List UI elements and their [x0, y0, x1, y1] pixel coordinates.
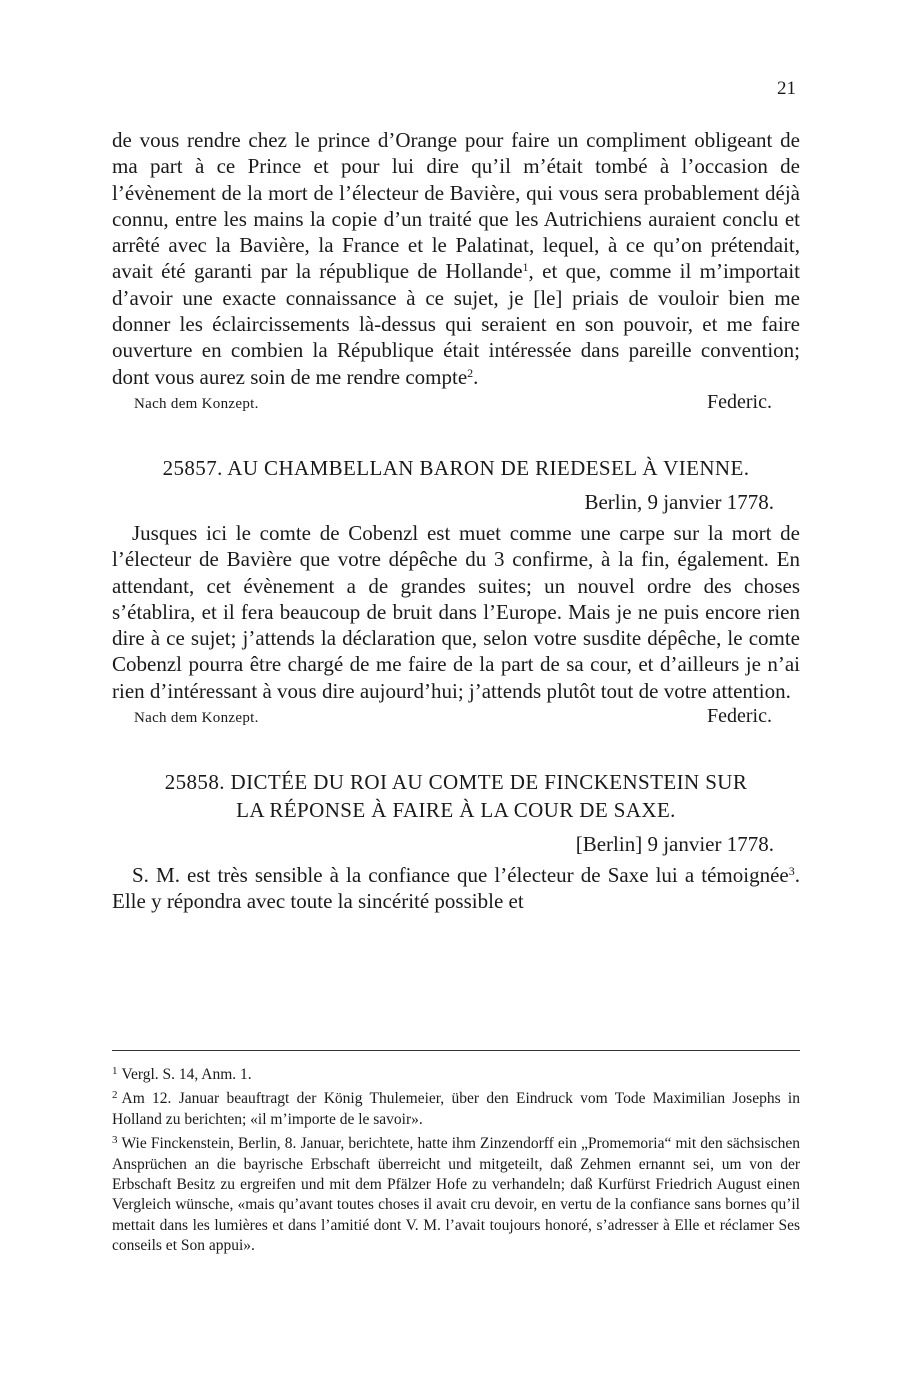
letter-closing — [112, 705, 800, 728]
signature: Federic. — [707, 705, 772, 728]
letter-heading: 25857. AU CHAMBELLAN BARON DE RIEDESEL À VIENNE. — [162, 455, 750, 480]
source-note: Nach dem Konzept. — [134, 710, 259, 727]
letter-heading — [112, 768, 800, 824]
main-text — [112, 127, 800, 915]
page-number: 21 — [777, 78, 796, 99]
letter-paragraph: Jusques ici le comte de Cobenzl est muet comme une carpe sur la mort de l’électeur de Bavière que votre dépêche du 3 confirme, à la fin, également. En attendant, cet évènement a de grandes suites; un nouvel ordre des choses s’établira, et il fera beaucoup de bruit dans l’Europe. Mais je ne puis encore rien dire à ce sujet; j’attends la déclaration que, selon votre susdite dépêche, le comte Cobenzl pourra être chargé de me faire de la part de sa cour, et d’ailleurs je n’ai rien d’intéressant à vous dire aujourd’hui; j’attends plutôt tout de votre attention. — [112, 520, 800, 703]
footnote-text: Am 12. Januar beauftragt der König Thulemeier, über den Eindruck vom Tode Maximilian Josephs in Holland zu berichten; «il m’importe de le savoir». — [112, 1090, 800, 1128]
footnote-text: Wie Finckenstein, Berlin, 8. Januar, berichtete, hatte ihm Zinzendorff ein „Promemoria“ mit den sächsischen Ansprüchen an die bayrische Erbschaft überreicht und mitgeteilt, daß Zehmen ernannt sei, um von der Erbschaft Besitz zu ergreifen und mit dem Pfälzer Hofe zu verhandeln; daß Kurfürst Friedrich August einen Vergleich wünsche, «mais qu’avant toutes choses il avait cru devoir, en vertu de la confiance sans bornes qu’il mettait dans les lumières et dans l’amitié dont V. M. l’avait toujours honoré, s’adresser à Elle et réclamer Ses conseils et Son appui». — [112, 1135, 800, 1255]
footnote-ref-2[interactable]: 2 — [467, 365, 474, 380]
signature: Federic. — [707, 390, 772, 413]
footnotes — [112, 1050, 800, 1257]
footnote-1 — [112, 1061, 800, 1085]
source-note: Nach dem Konzept. — [134, 395, 259, 412]
paragraph-text: . — [473, 364, 479, 389]
letter-25858 — [112, 768, 800, 915]
paragraph-text: S. M. est très sensible à la confiance que l’électeur de Saxe lui a témoignée — [132, 863, 789, 888]
footnote-2 — [112, 1085, 800, 1130]
footnote-mark: 3 — [112, 1134, 118, 1147]
paragraph-text: de vous rendre chez le prince d’Orange pour faire un compliment obligeant de ma part à ce Prince et pour lui dire qu’il m’était tombé à l’occasion de l’évènement de la mort de l’électeur de Bavière, qui vous sera probablement déjà connu, entre les mains la copie d’un traité que les Autrichiens auraient conclu et arrêté avec la Bavière, la France et le Palatinat, lequel, à ce qu’on prétendait, avait été garanti par la république de Hollande — [112, 128, 800, 284]
footnote-text: Vergl. S. 14, Anm. 1. — [121, 1066, 252, 1083]
paragraph-text: . Elle y répondra avec toute la sincérité possible et — [112, 863, 800, 914]
footnote-3 — [112, 1130, 800, 1256]
footnote-ref-3[interactable]: 3 — [788, 864, 795, 879]
place-date: [Berlin] 9 janvier 1778. — [575, 832, 774, 857]
paragraph-text: , et que, comme il m’importait d’avoir une exacte connaissance à ce sujet, je [le] priais de vouloir bien me donner les éclaircissements là-dessus qui seraient en son pouvoir, et me faire ouverture en combien la République était intéressée dans pareille convention; dont vous aurez soin de me rendre compte — [112, 259, 800, 389]
letter-paragraph — [112, 862, 800, 915]
footnote-mark: 2 — [112, 1089, 118, 1102]
place-date: Berlin, 9 janvier 1778. — [584, 489, 774, 514]
letter-closing — [112, 391, 800, 414]
heading-line: 25858. DICTÉE DU ROI AU COMTE DE FINCKENSTEIN SUR — [164, 770, 748, 795]
heading-line: LA RÉPONSE À FAIRE À LA COUR DE SAXE. — [236, 798, 676, 823]
letter-paragraph — [112, 127, 800, 390]
footnote-mark: 1 — [112, 1065, 118, 1077]
letter-continuation — [112, 127, 800, 414]
footnote-ref-1[interactable]: 1 — [522, 260, 529, 275]
letter-25857 — [112, 454, 800, 728]
